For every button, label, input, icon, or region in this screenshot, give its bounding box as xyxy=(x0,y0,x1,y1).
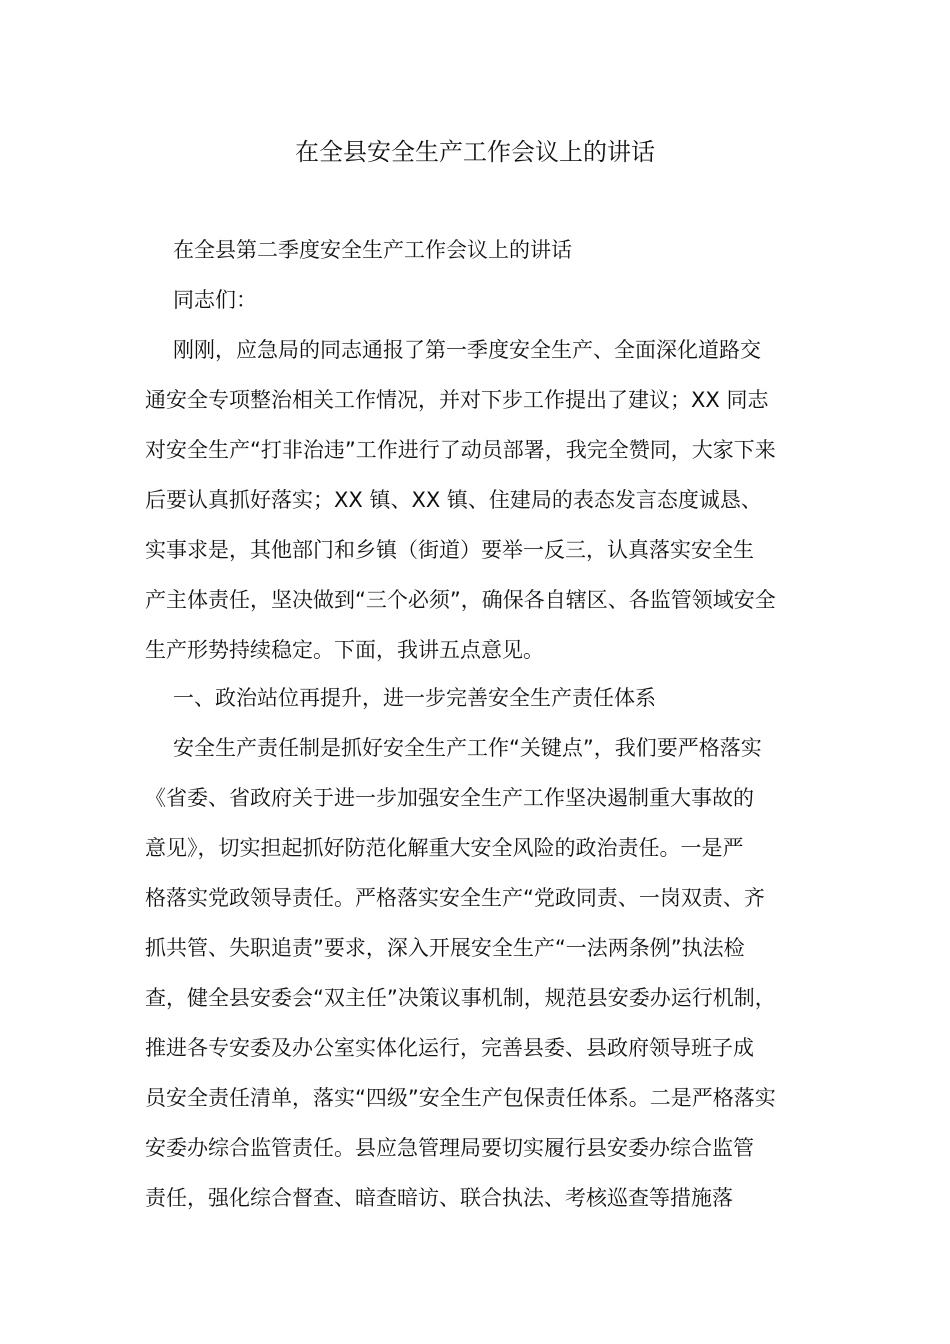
paragraph-line: 生产形势持续稳定。下面，我讲五点意见。 xyxy=(145,638,544,662)
paragraph-line: 对安全生产“打非治违”工作进行了动员部署，我完全赞同，大家下来 xyxy=(145,438,776,462)
paragraph-line: 格落实党政领导责任。严格落实安全生产“党政同责、一岗双责、齐 xyxy=(145,886,765,910)
paragraph-line: 后要认真抓好落实；XX 镇、XX 镇、住建局的表态发言态度诚恳、 xyxy=(145,488,762,512)
paragraph-line: 通安全专项整治相关工作情况，并对下步工作提出了建议；XX 同志 xyxy=(145,388,769,412)
paragraph-line: 推进各专安委及办公室实体化运行，完善县委、县政府领导班子成 xyxy=(145,1036,754,1060)
document-title: 在全县安全生产工作会议上的讲话 xyxy=(295,138,655,166)
paragraph-line: 意见》，切实担起抓好防范化解重大安全风险的政治责任。一是严 xyxy=(145,836,744,860)
paragraph-line: 责任，强化综合督查、暗查暗访、联合执法、考核巡查等措施落 xyxy=(145,1186,733,1210)
paragraph-line: 刚刚，应急局的同志通报了第一季度安全生产、全面深化道路交 xyxy=(173,338,761,362)
salutation-line: 同志们： xyxy=(173,288,257,312)
section-heading: 一、政治站位再提升，进一步完善安全生产责任体系 xyxy=(173,686,656,710)
paragraph-line: 员安全责任清单，落实“四级”安全生产包保责任体系。二是严格落实 xyxy=(145,1086,776,1110)
paragraph-line: 安全生产责任制是抓好安全生产工作“关键点”，我们要严格落实 xyxy=(173,736,762,760)
paragraph-line: 实事求是，其他部门和乡镇（街道）要举一反三，认真落实安全生 xyxy=(145,538,754,562)
paragraph-line: 产主体责任，坚决做到“三个必须”，确保各自辖区、各监管领域安全 xyxy=(145,588,776,612)
subtitle-line: 在全县第二季度安全生产工作会议上的讲话 xyxy=(173,238,572,262)
paragraph-line: 抓共管、失职追责”要求，深入开展安全生产“一法两条例”执法检 xyxy=(145,936,745,960)
paragraph-line: 《省委、省政府关于进一步加强安全生产工作坚决遏制重大事故的 xyxy=(145,786,754,810)
paragraph-line: 查，健全县安委会“双主任”决策议事机制，规范县安委办运行机制， xyxy=(145,986,776,1010)
paragraph-line: 安委办综合监管责任。县应急管理局要切实履行县安委办综合监管 xyxy=(145,1136,754,1160)
